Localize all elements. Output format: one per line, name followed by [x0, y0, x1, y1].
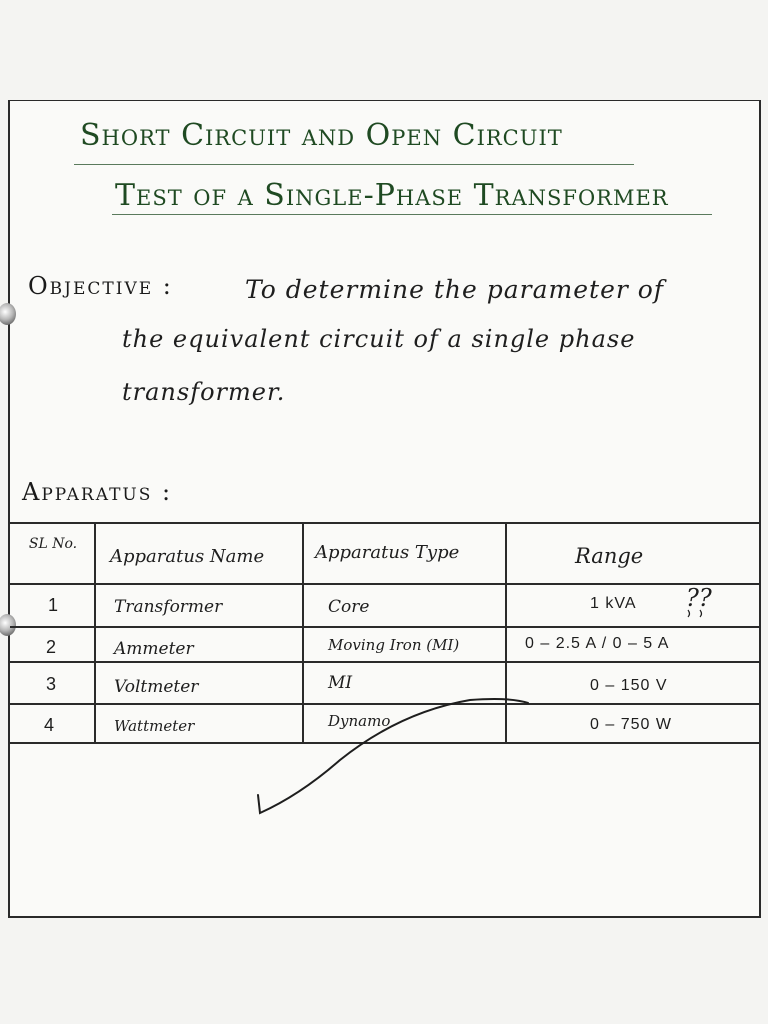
table-rule — [10, 583, 761, 585]
row-4-sl: 4 — [44, 715, 55, 735]
column-header-type: Apparatus Type — [315, 542, 460, 563]
row-4-name: Wattmeter — [114, 717, 195, 735]
column-header-range: Range — [575, 544, 644, 568]
row-4-range: 0 – 750 W — [590, 716, 672, 733]
row-3-name: Voltmeter — [114, 677, 199, 697]
table-column-rule — [302, 524, 304, 742]
table-rule — [10, 626, 761, 628]
table-column-rule — [94, 524, 96, 742]
apparatus-label: Apparatus : — [22, 478, 173, 506]
table-rule — [10, 522, 761, 524]
apparatus-table — [10, 522, 761, 744]
row-2-type: Moving Iron (MI) — [328, 636, 460, 654]
table-rule — [10, 742, 761, 744]
row-3-type: MI — [328, 673, 353, 693]
objective-text-line-1: To determine the parameter of — [245, 275, 665, 304]
objective-text-line-2: the equivalent circuit of a single phase — [122, 325, 636, 353]
table-rule — [10, 661, 761, 663]
row-4-type: Dynamo — [328, 712, 391, 730]
title-line-1: Short Circuit and Open Circuit — [80, 118, 563, 153]
column-header-sl: SL No. — [28, 536, 78, 552]
title-underline — [74, 164, 634, 165]
column-header-name: Apparatus Name — [110, 546, 265, 567]
row-1-name: Transformer — [114, 597, 223, 617]
row-2-name: Ammeter — [114, 639, 194, 659]
notebook-page — [8, 100, 761, 918]
title-underline — [112, 214, 712, 215]
table-column-rule — [505, 524, 507, 742]
objective-label: Objective : — [28, 272, 173, 300]
table-rule — [10, 703, 761, 705]
row-1-range: 1 kVA — [590, 595, 637, 612]
row-3-sl: 3 — [46, 674, 57, 694]
question-marks: ?? — [686, 584, 712, 612]
title-line-2: Test of a Single-Phase Transformer — [115, 178, 669, 213]
row-1-type: Core — [328, 597, 370, 617]
row-3-range: 0 – 150 V — [590, 677, 668, 694]
objective-text-line-3: transformer. — [122, 378, 286, 406]
row-2-sl: 2 — [46, 637, 57, 657]
row-2-range: 0 – 2.5 A / 0 – 5 A — [525, 635, 670, 652]
row-1-sl: 1 — [48, 595, 59, 615]
